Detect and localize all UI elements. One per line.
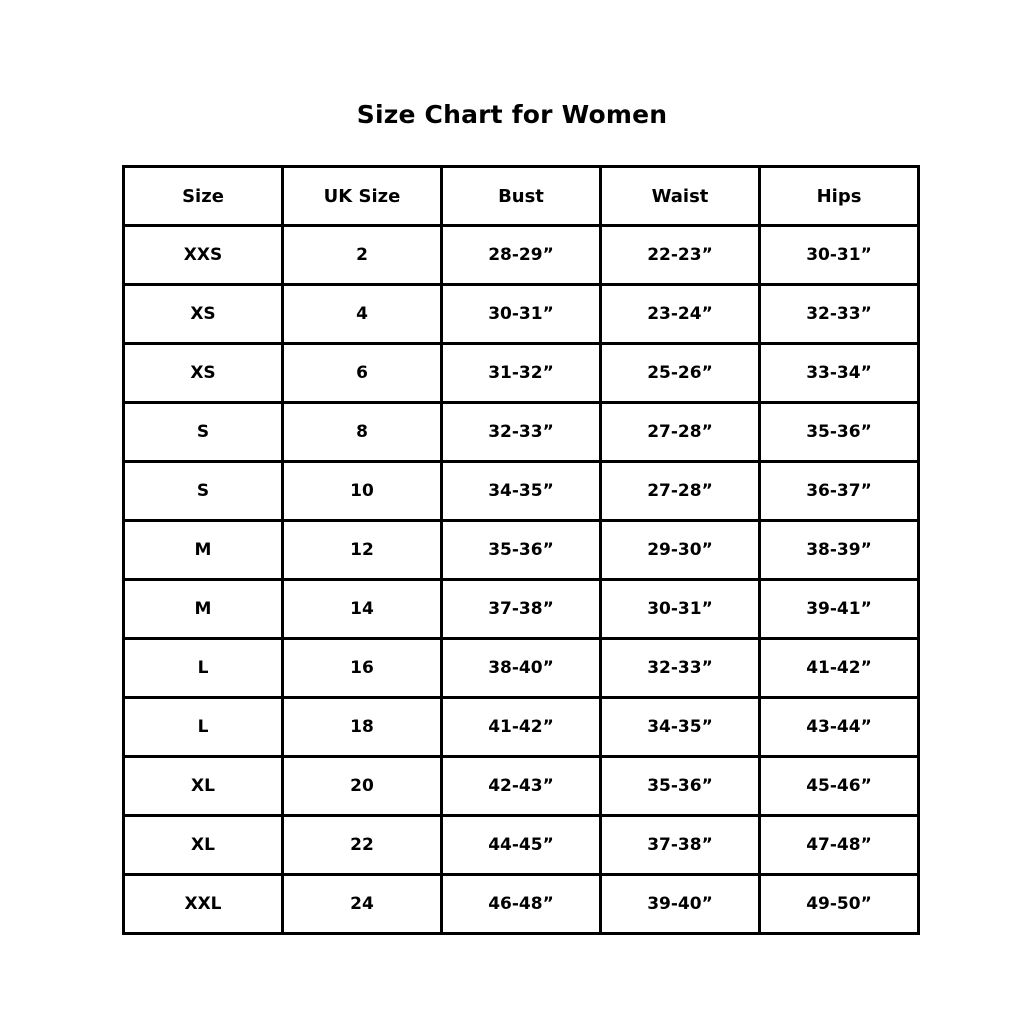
cell-size: M — [124, 521, 283, 580]
cell-waist: 29-30” — [601, 521, 760, 580]
cell-bust: 42-43” — [442, 757, 601, 816]
cell-uk-size: 14 — [283, 580, 442, 639]
size-table — [122, 165, 920, 935]
cell-size: XL — [124, 816, 283, 875]
cell-hips: 47-48” — [760, 816, 919, 875]
cell-uk-size: 24 — [283, 875, 442, 934]
column-header-size: Size — [124, 167, 283, 226]
table-row — [124, 816, 919, 875]
table-row — [124, 875, 919, 934]
cell-hips: 45-46” — [760, 757, 919, 816]
cell-bust: 34-35” — [442, 462, 601, 521]
column-header-uk-size: UK Size — [283, 167, 442, 226]
cell-hips: 39-41” — [760, 580, 919, 639]
cell-bust: 41-42” — [442, 698, 601, 757]
size-table-container — [122, 165, 902, 935]
cell-bust: 30-31” — [442, 285, 601, 344]
cell-uk-size: 20 — [283, 757, 442, 816]
table-row — [124, 757, 919, 816]
table-row — [124, 226, 919, 285]
cell-bust: 38-40” — [442, 639, 601, 698]
cell-waist: 27-28” — [601, 403, 760, 462]
cell-hips: 49-50” — [760, 875, 919, 934]
cell-waist: 23-24” — [601, 285, 760, 344]
cell-waist: 22-23” — [601, 226, 760, 285]
cell-size: XXS — [124, 226, 283, 285]
cell-size: L — [124, 698, 283, 757]
cell-size: XS — [124, 344, 283, 403]
cell-hips: 30-31” — [760, 226, 919, 285]
cell-hips: 43-44” — [760, 698, 919, 757]
cell-hips: 32-33” — [760, 285, 919, 344]
cell-uk-size: 16 — [283, 639, 442, 698]
cell-size: S — [124, 403, 283, 462]
cell-hips: 35-36” — [760, 403, 919, 462]
cell-waist: 34-35” — [601, 698, 760, 757]
cell-size: M — [124, 580, 283, 639]
cell-bust: 46-48” — [442, 875, 601, 934]
cell-uk-size: 22 — [283, 816, 442, 875]
cell-hips: 41-42” — [760, 639, 919, 698]
cell-waist: 35-36” — [601, 757, 760, 816]
cell-hips: 36-37” — [760, 462, 919, 521]
table-row — [124, 521, 919, 580]
table-row — [124, 462, 919, 521]
cell-hips: 38-39” — [760, 521, 919, 580]
cell-bust: 32-33” — [442, 403, 601, 462]
cell-size: XS — [124, 285, 283, 344]
cell-waist: 39-40” — [601, 875, 760, 934]
cell-size: S — [124, 462, 283, 521]
table-header-row — [124, 167, 919, 226]
cell-uk-size: 10 — [283, 462, 442, 521]
table-row — [124, 639, 919, 698]
column-header-bust: Bust — [442, 167, 601, 226]
table-row — [124, 285, 919, 344]
cell-waist: 27-28” — [601, 462, 760, 521]
column-header-waist: Waist — [601, 167, 760, 226]
cell-bust: 44-45” — [442, 816, 601, 875]
table-row — [124, 344, 919, 403]
table-row — [124, 580, 919, 639]
cell-bust: 28-29” — [442, 226, 601, 285]
page-title: Size Chart for Women — [356, 100, 668, 129]
cell-bust: 35-36” — [442, 521, 601, 580]
cell-uk-size: 2 — [283, 226, 442, 285]
cell-bust: 37-38” — [442, 580, 601, 639]
column-header-hips: Hips — [760, 167, 919, 226]
table-row — [124, 698, 919, 757]
table-row — [124, 403, 919, 462]
cell-uk-size: 12 — [283, 521, 442, 580]
cell-uk-size: 6 — [283, 344, 442, 403]
cell-uk-size: 4 — [283, 285, 442, 344]
cell-bust: 31-32” — [442, 344, 601, 403]
cell-waist: 37-38” — [601, 816, 760, 875]
table-header — [124, 167, 919, 226]
cell-hips: 33-34” — [760, 344, 919, 403]
cell-uk-size: 8 — [283, 403, 442, 462]
cell-size: XXL — [124, 875, 283, 934]
cell-uk-size: 18 — [283, 698, 442, 757]
cell-waist: 25-26” — [601, 344, 760, 403]
table-body — [124, 226, 919, 934]
cell-waist: 32-33” — [601, 639, 760, 698]
cell-size: L — [124, 639, 283, 698]
cell-size: XL — [124, 757, 283, 816]
cell-waist: 30-31” — [601, 580, 760, 639]
